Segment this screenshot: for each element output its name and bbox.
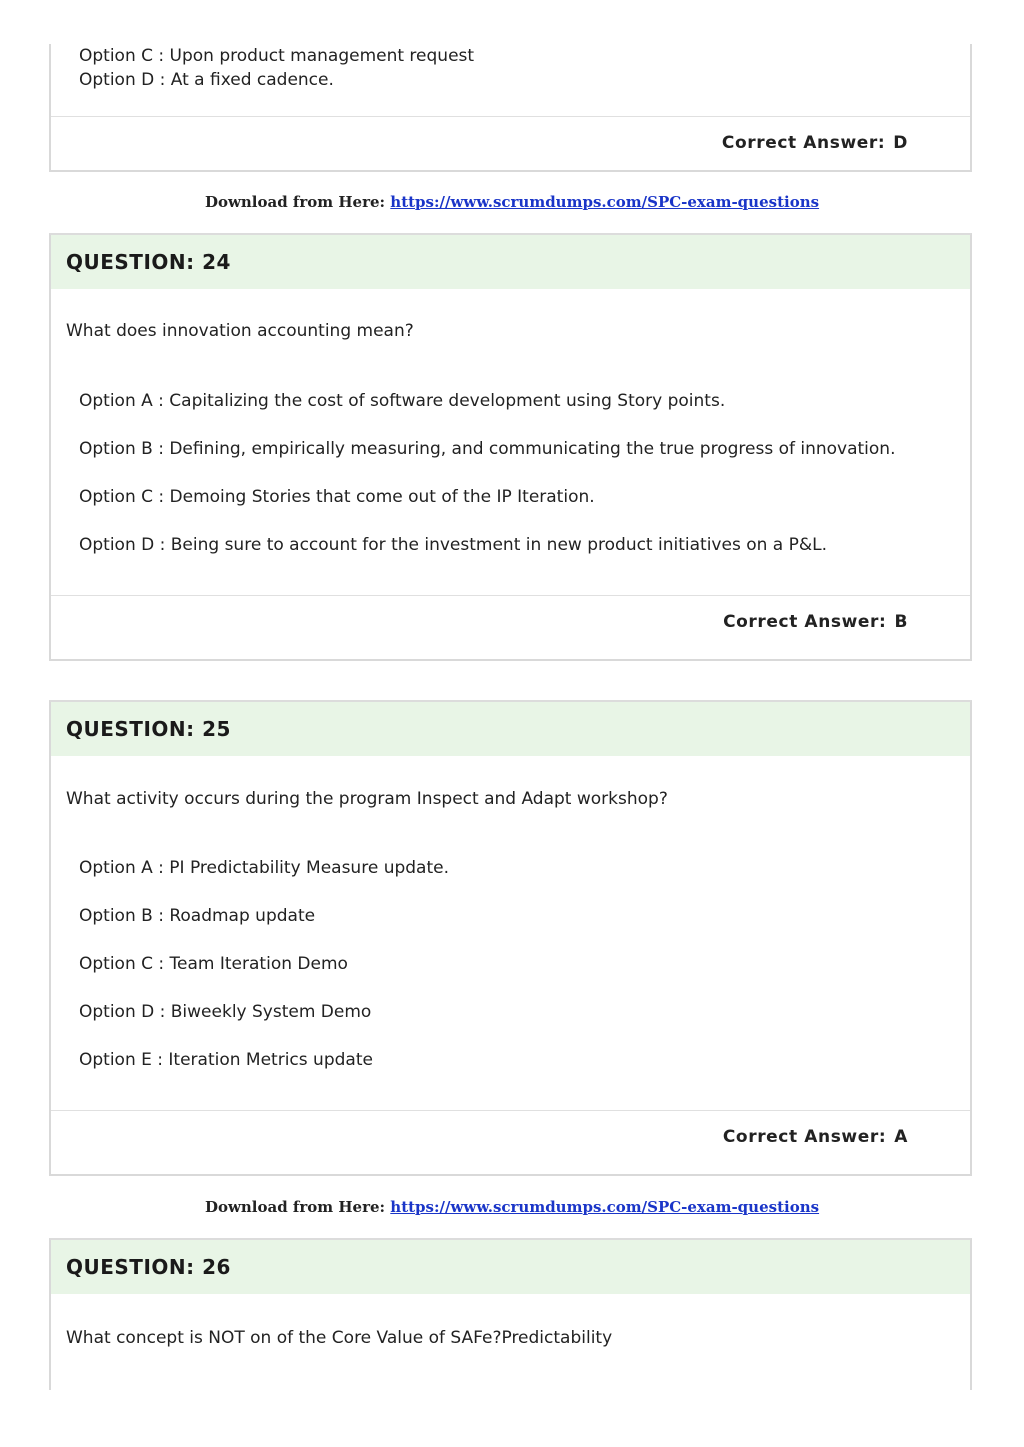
option-list — [51, 44, 970, 92]
option-c: Option C : Upon product management request — [79, 46, 475, 66]
download-label: Download from Here: — [204, 193, 386, 211]
download-label: Download from Here: — [204, 1198, 386, 1216]
download-link[interactable]: https://www.scrumdumps.com/SPC-exam-questions — [390, 1198, 820, 1216]
correct-answer-value: A — [894, 1127, 908, 1147]
question-card-25 — [49, 700, 972, 1176]
correct-answer-label: Correct Answer: — [723, 612, 887, 632]
download-bar — [0, 1198, 1024, 1216]
correct-answer-value: B — [894, 612, 908, 632]
question-text: What does innovation accounting mean? — [66, 321, 414, 341]
question-title: QUESTION: 25 — [51, 702, 970, 756]
option-c: Option C : Team Iteration Demo — [79, 954, 348, 974]
download-link[interactable]: https://www.scrumdumps.com/SPC-exam-questions — [390, 193, 820, 211]
option-c: Option C : Demoing Stories that come out of the IP Iteration. — [79, 487, 595, 507]
question-card-26 — [49, 1238, 972, 1390]
question-text: What activity occurs during the program Inspect and Adapt workshop? — [66, 789, 668, 809]
option-list — [51, 345, 970, 581]
question-text: What concept is NOT on of the Core Value of SAFe?Predictability — [66, 1328, 613, 1348]
option-b: Option B : Roadmap update — [79, 906, 316, 926]
option-e: Option E : Iteration Metrics update — [79, 1050, 373, 1070]
correct-answer — [51, 116, 970, 169]
question-title: QUESTION: 26 — [51, 1240, 970, 1294]
correct-answer — [51, 1110, 970, 1163]
option-b: Option B : Defining, empirically measuring, and communicating the true progress of innovation. — [79, 439, 896, 459]
option-a: Option A : PI Predictability Measure update. — [79, 858, 449, 878]
correct-answer-label: Correct Answer: — [722, 1127, 887, 1147]
option-list — [51, 813, 970, 1096]
option-d: Option D : Being sure to account for the investment in new product initiatives on a P&L. — [79, 535, 827, 555]
option-a: Option A : Capitalizing the cost of software development using Story points. — [79, 391, 726, 411]
correct-answer — [51, 595, 970, 648]
option-d: Option D : At a fixed cadence. — [79, 70, 334, 90]
download-bar — [0, 193, 1024, 211]
question-card-24 — [49, 233, 972, 661]
question-card-23 — [49, 44, 972, 172]
question-title: QUESTION: 24 — [51, 235, 970, 289]
correct-answer-value: D — [893, 133, 908, 153]
correct-answer-label: Correct Answer: — [721, 133, 886, 153]
option-d: Option D : Biweekly System Demo — [79, 1002, 372, 1022]
